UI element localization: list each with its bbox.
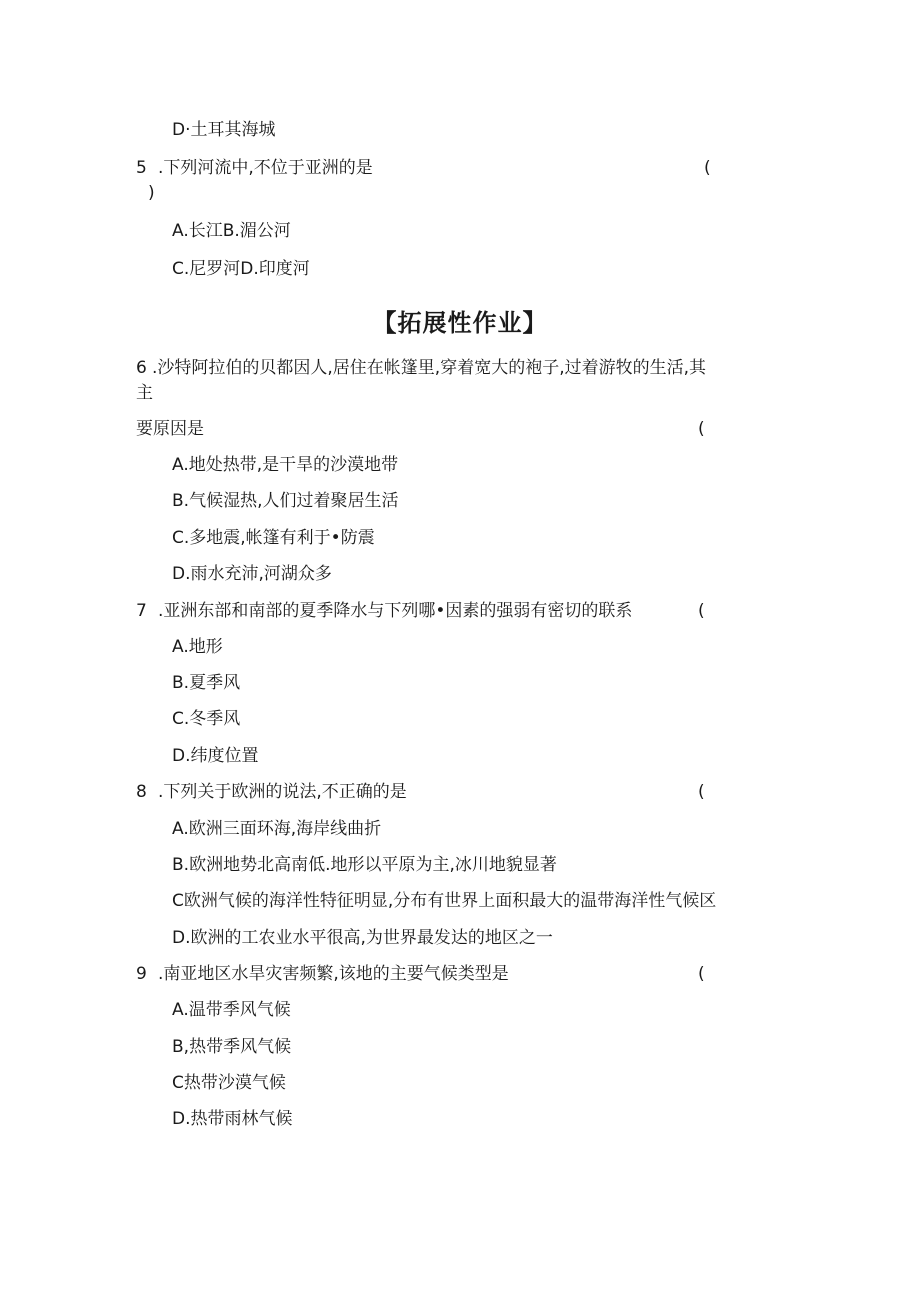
q9-option-a: A.温带季风气候 bbox=[172, 1000, 291, 1020]
q7-option-c: C.冬季风 bbox=[172, 709, 241, 729]
q7-stem: .亚洲东部和南部的夏季降水与下列哪•因素的强弱有密切的联系 bbox=[158, 601, 633, 621]
q4-option-d: D·土耳其海城 bbox=[172, 120, 276, 140]
q8-option-d: D.欧洲的工农业水平很高,为世界最发达的地区之一 bbox=[172, 928, 553, 948]
q6-stem-line2: 主 bbox=[136, 383, 153, 403]
q6-paren-open: ( bbox=[698, 419, 705, 439]
q8-paren-open: ( bbox=[698, 782, 705, 802]
q8-option-b: B.欧洲地势北高南低.地形以平原为主,冰川地貌显著 bbox=[172, 855, 557, 875]
q6-number: 6 bbox=[136, 358, 147, 378]
q5-options-ab: A.长江B.湄公河 bbox=[172, 221, 291, 241]
q9-stem: .南亚地区水旱灾害频繁,该地的主要气候类型是 bbox=[158, 964, 509, 984]
q5-paren-close: ) bbox=[148, 183, 155, 203]
q9-option-c: C热带沙漠气候 bbox=[172, 1073, 286, 1093]
q7-number: 7 bbox=[136, 601, 147, 621]
q5-number: 5 bbox=[136, 158, 147, 178]
q7-option-d: D.纬度位置 bbox=[172, 746, 259, 766]
q9-number: 9 bbox=[136, 964, 147, 984]
q6-option-b: B.气候湿热,人们过着聚居生活 bbox=[172, 491, 399, 511]
q6-option-c: C.多地震,帐篷有利于•防震 bbox=[172, 528, 375, 548]
q7-option-a: A.地形 bbox=[172, 637, 223, 657]
q9-paren-open: ( bbox=[698, 964, 705, 984]
q7-paren-open: ( bbox=[698, 601, 705, 621]
q8-option-c: C欧洲气候的海洋性特征明显,分布有世界上面积最大的温带海洋性气候区 bbox=[172, 891, 717, 911]
q5-options-cd: C.尼罗河D.印度河 bbox=[172, 259, 310, 279]
q5-stem: .下列河流中,不位于亚洲的是 bbox=[158, 158, 373, 178]
q6-option-d: D.雨水充沛,河湖众多 bbox=[172, 564, 332, 584]
q6-option-a: A.地处热带,是干旱的沙漠地带 bbox=[172, 455, 399, 475]
q7-option-b: B.夏季风 bbox=[172, 673, 241, 693]
q9-option-b: B,热带季风气候 bbox=[172, 1037, 292, 1057]
q9-option-d: D.热带雨林气候 bbox=[172, 1109, 293, 1129]
q8-number: 8 bbox=[136, 782, 147, 802]
q6-stem-line3: 要原因是 bbox=[136, 419, 204, 439]
q6-stem-line1: .沙特阿拉伯的贝都因人,居住在帐篷里,穿着宽大的袍子,过着游牧的生活,其 bbox=[152, 358, 707, 378]
q8-stem: .下列关于欧洲的说法,不正确的是 bbox=[158, 782, 407, 802]
section-heading: 【拓展性作业】 bbox=[372, 309, 548, 337]
q8-option-a: A.欧洲三面环海,海岸线曲折 bbox=[172, 819, 382, 839]
q5-paren-open: ( bbox=[704, 158, 711, 178]
